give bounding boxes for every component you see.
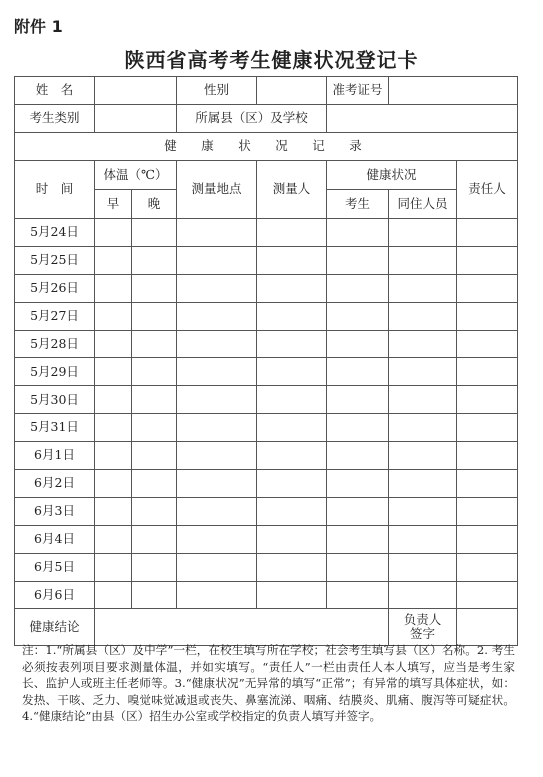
place-cell[interactable] [177, 470, 257, 498]
signature-field[interactable] [457, 609, 518, 646]
date-label: 5月28日 [15, 330, 95, 358]
place-cell[interactable] [177, 302, 257, 330]
place-cell[interactable] [177, 414, 257, 442]
companion-status-cell[interactable] [389, 497, 457, 525]
evening-temp-cell[interactable] [132, 414, 177, 442]
day-row [15, 581, 518, 609]
place-cell[interactable] [177, 553, 257, 581]
exam-id-field[interactable] [389, 77, 518, 105]
signature-label-line2: 签字 [409, 626, 435, 642]
measurer-cell[interactable] [257, 330, 327, 358]
measurer-cell[interactable] [257, 219, 327, 247]
responsible-cell[interactable] [457, 442, 518, 470]
measurer-cell[interactable] [257, 358, 327, 386]
place-cell[interactable] [177, 581, 257, 609]
morning-temp-cell[interactable] [95, 442, 132, 470]
registration-table [14, 76, 518, 646]
date-label: 6月5日 [15, 553, 95, 581]
notes: 注：1.“所属县（区）及中学”一栏，在校生填写所在学校；社会考生填写县（区）名称。2. 考生必须按表列项目要求测量体温，并如实填写。“责任人”一栏由责任人本人填写，应当是考生家长、监护人或班主任老师等。3.“健康状况”无异常的填写“正常”；有异常的填写具体症状，如：发热、干咳、乏力、嗅觉味觉减退或丧失、鼻塞流涕、咽痛、结膜炎、肌痛、腹泻等可疑症状。4.“健康结论”由县（区）招生办公室或学校指定的负责人填写并签字。 [22, 643, 515, 723]
examinee-status-cell[interactable] [327, 553, 389, 581]
temp-header: 体温（℃） [95, 161, 177, 190]
morning-temp-cell[interactable] [95, 497, 132, 525]
evening-temp-cell[interactable] [132, 358, 177, 386]
companion-status-cell[interactable] [389, 358, 457, 386]
examinee-status-cell[interactable] [327, 358, 389, 386]
examinee-status-cell[interactable] [327, 525, 389, 553]
companion-status-cell[interactable] [389, 302, 457, 330]
date-label: 6月6日 [15, 581, 95, 609]
companion-status-cell[interactable] [389, 581, 457, 609]
companion-status-cell[interactable] [389, 219, 457, 247]
signature-label [389, 609, 457, 646]
morning-temp-cell[interactable] [95, 274, 132, 302]
section-title: 健 康 状 况 记 录 [15, 133, 518, 161]
date-label: 5月25日 [15, 246, 95, 274]
date-label: 6月4日 [15, 525, 95, 553]
evening-temp-cell[interactable] [132, 581, 177, 609]
evening-temp-cell[interactable] [132, 525, 177, 553]
conclusion-row [15, 609, 518, 646]
evening-temp-cell[interactable] [132, 219, 177, 247]
place-cell[interactable] [177, 497, 257, 525]
place-cell[interactable] [177, 358, 257, 386]
name-field[interactable] [95, 77, 177, 105]
signature-label-line1: 负责人 [403, 612, 442, 628]
examinee-status-cell[interactable] [327, 330, 389, 358]
place-cell[interactable] [177, 330, 257, 358]
evening-temp-cell[interactable] [132, 274, 177, 302]
day-row [15, 497, 518, 525]
examinee-status-cell[interactable] [327, 302, 389, 330]
day-row [15, 246, 518, 274]
place-cell[interactable] [177, 442, 257, 470]
header-row-1 [15, 161, 518, 190]
evening-temp-cell[interactable] [132, 386, 177, 414]
conclusion-label: 健康结论 [15, 609, 95, 646]
date-label: 5月29日 [15, 358, 95, 386]
responsible-cell[interactable] [457, 470, 518, 498]
companion-status-cell[interactable] [389, 414, 457, 442]
measurer-cell[interactable] [257, 274, 327, 302]
morning-temp-cell[interactable] [95, 553, 132, 581]
morning-temp-cell[interactable] [95, 386, 132, 414]
morning-temp-cell[interactable] [95, 358, 132, 386]
companion-status-cell[interactable] [389, 525, 457, 553]
responsible-cell[interactable] [457, 358, 518, 386]
measurer-cell[interactable] [257, 414, 327, 442]
place-cell[interactable] [177, 274, 257, 302]
measurer-cell[interactable] [257, 553, 327, 581]
date-label: 5月27日 [15, 302, 95, 330]
date-label: 6月3日 [15, 497, 95, 525]
place-cell[interactable] [177, 246, 257, 274]
responsible-cell[interactable] [457, 386, 518, 414]
day-row [15, 302, 518, 330]
measurer-header: 测量人 [257, 161, 327, 219]
morning-temp-cell[interactable] [95, 525, 132, 553]
form-title: 陕西省高考考生健康状况登记卡 [124, 48, 419, 72]
category-label: 考生类别 [15, 105, 95, 133]
date-label: 5月26日 [15, 274, 95, 302]
evening-temp-cell[interactable] [132, 330, 177, 358]
morning-temp-cell[interactable] [95, 330, 132, 358]
conclusion-field[interactable] [95, 609, 389, 646]
responsible-cell[interactable] [457, 525, 518, 553]
category-field[interactable] [95, 105, 177, 133]
responsible-cell[interactable] [457, 414, 518, 442]
day-row [15, 386, 518, 414]
name-label: 姓 名 [15, 77, 95, 105]
section-row [15, 133, 518, 161]
measurer-cell[interactable] [257, 581, 327, 609]
day-row [15, 330, 518, 358]
place-cell[interactable] [177, 219, 257, 247]
examinee-header: 考生 [327, 190, 389, 219]
day-row [15, 358, 518, 386]
daily-records [15, 219, 518, 609]
measurer-cell[interactable] [257, 386, 327, 414]
health-header: 健康状况 [327, 161, 457, 190]
companion-status-cell[interactable] [389, 274, 457, 302]
morning-temp-cell[interactable] [95, 581, 132, 609]
measurer-cell[interactable] [257, 525, 327, 553]
category-row [15, 105, 518, 133]
morning-temp-cell[interactable] [95, 414, 132, 442]
place-cell[interactable] [177, 386, 257, 414]
day-row [15, 525, 518, 553]
examinee-status-cell[interactable] [327, 274, 389, 302]
date-label: 6月2日 [15, 470, 95, 498]
evening-header: 晚 [132, 190, 177, 219]
evening-temp-cell[interactable] [132, 497, 177, 525]
morning-temp-cell[interactable] [95, 470, 132, 498]
evening-temp-cell[interactable] [132, 246, 177, 274]
responsible-cell[interactable] [457, 246, 518, 274]
name-row [15, 77, 518, 105]
companion-status-cell[interactable] [389, 246, 457, 274]
responsible-cell[interactable] [457, 302, 518, 330]
morning-temp-cell[interactable] [95, 219, 132, 247]
evening-temp-cell[interactable] [132, 470, 177, 498]
date-label: 6月1日 [15, 442, 95, 470]
date-label: 5月24日 [15, 219, 95, 247]
day-row [15, 553, 518, 581]
place-header: 测量地点 [177, 161, 257, 219]
companion-status-cell[interactable] [389, 442, 457, 470]
evening-temp-cell[interactable] [132, 553, 177, 581]
companion-header: 同住人员 [389, 190, 457, 219]
attachment-label: 附件 1 [14, 17, 63, 36]
date-label: 5月30日 [15, 386, 95, 414]
place-cell[interactable] [177, 525, 257, 553]
companion-status-cell[interactable] [389, 386, 457, 414]
gender-field[interactable] [257, 77, 327, 105]
examinee-status-cell[interactable] [327, 470, 389, 498]
responsible-header: 责任人 [457, 161, 518, 219]
measurer-cell[interactable] [257, 497, 327, 525]
companion-status-cell[interactable] [389, 553, 457, 581]
county-school-label: 所属县（区）及学校 [177, 105, 327, 133]
measurer-cell[interactable] [257, 442, 327, 470]
morning-header: 早 [95, 190, 132, 219]
date-label: 5月31日 [15, 414, 95, 442]
examinee-status-cell[interactable] [327, 219, 389, 247]
examinee-status-cell[interactable] [327, 442, 389, 470]
county-school-field[interactable] [327, 105, 518, 133]
day-row [15, 274, 518, 302]
day-row [15, 470, 518, 498]
companion-status-cell[interactable] [389, 470, 457, 498]
day-row [15, 414, 518, 442]
day-row [15, 442, 518, 470]
measurer-cell[interactable] [257, 246, 327, 274]
responsible-cell[interactable] [457, 497, 518, 525]
companion-status-cell[interactable] [389, 330, 457, 358]
exam-id-label: 准考证号 [327, 77, 389, 105]
examinee-status-cell[interactable] [327, 414, 389, 442]
responsible-cell[interactable] [457, 330, 518, 358]
evening-temp-cell[interactable] [132, 302, 177, 330]
examinee-status-cell[interactable] [327, 497, 389, 525]
responsible-cell[interactable] [457, 553, 518, 581]
responsible-cell[interactable] [457, 219, 518, 247]
examinee-status-cell[interactable] [327, 246, 389, 274]
day-row [15, 219, 518, 247]
time-header: 时 间 [15, 161, 95, 219]
morning-temp-cell[interactable] [95, 246, 132, 274]
examinee-status-cell[interactable] [327, 581, 389, 609]
responsible-cell[interactable] [457, 274, 518, 302]
measurer-cell[interactable] [257, 302, 327, 330]
gender-label: 性别 [177, 77, 257, 105]
evening-temp-cell[interactable] [132, 442, 177, 470]
responsible-cell[interactable] [457, 581, 518, 609]
measurer-cell[interactable] [257, 470, 327, 498]
examinee-status-cell[interactable] [327, 386, 389, 414]
morning-temp-cell[interactable] [95, 302, 132, 330]
